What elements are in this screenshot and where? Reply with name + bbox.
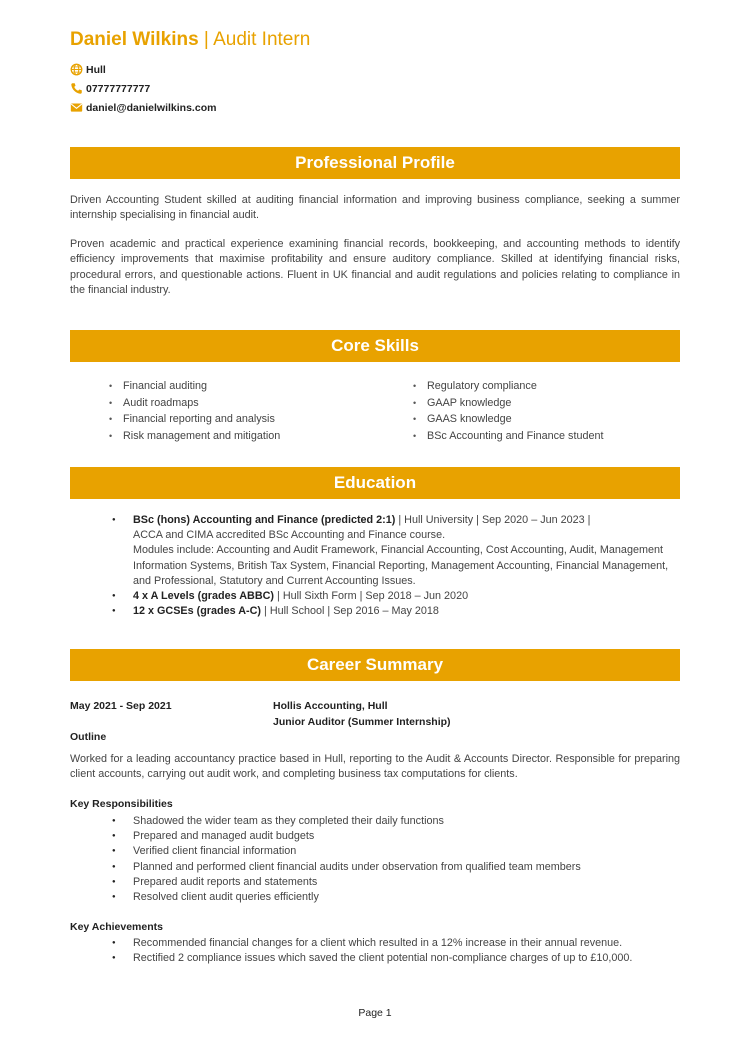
- name-title-line: [70, 29, 310, 51]
- page-number: Page 1: [358, 1007, 392, 1019]
- education-list: [112, 513, 672, 619]
- section-heading-skills: Core Skills: [70, 330, 680, 362]
- list-item: • Regulatory compliance: [413, 378, 603, 395]
- achievements-list: [112, 936, 692, 966]
- outline-label: Outline: [70, 731, 107, 743]
- degree-title: BSc (hons) Accounting and Finance (predicted 2:1): [133, 514, 396, 526]
- email-link[interactable]: daniel@danielwilkins.com: [86, 101, 217, 114]
- phone-text: 07777777777: [86, 82, 151, 95]
- section-heading-education: Education: [70, 467, 680, 499]
- degree-details: | Hull University | Sep 2020 – Jun 2023 |: [395, 514, 591, 526]
- job-dates: May 2021 - Sep 2021: [70, 700, 172, 712]
- list-item: • GAAS knowledge: [413, 411, 603, 428]
- job-title: Audit Intern: [213, 29, 311, 50]
- globe-icon: [70, 63, 83, 76]
- degree-accreditation: ACCA and CIMA accredited BSc Accounting and Finance course.: [133, 529, 446, 542]
- location-text: Hull: [86, 63, 106, 76]
- responsibilities-list: [112, 814, 692, 905]
- list-item: ● Verified client financial information: [112, 844, 692, 859]
- envelope-icon: [70, 101, 83, 114]
- list-item: • BSc Accounting and Finance student: [413, 428, 603, 445]
- job-role: Junior Auditor (Summer Internship): [273, 716, 451, 728]
- profile-paragraph-1: Driven Accounting Student skilled at auditing financial information and improving business compliance, seeking a summer internship specialising in financial audit.: [70, 194, 680, 222]
- list-item: ● Prepared and managed audit budgets: [112, 829, 692, 844]
- outline-paragraph: Worked for a leading accountancy practice based in Hull, reporting to the Audit & Accounts Director. Responsible for preparing client accounts, carrying out audit work, and completing business tax computations for clients.: [70, 753, 680, 781]
- a-levels-details: | Hull Sixth Form | Sep 2018 – Jun 2020: [274, 590, 469, 603]
- list-item: ● Planned and performed client financial audits under observation from qualified team members: [112, 860, 692, 875]
- employer-name: Hollis Accounting, Hull: [273, 700, 388, 712]
- list-item: • GAAP knowledge: [413, 395, 603, 412]
- education-item: [112, 589, 672, 604]
- skills-list-right: [413, 378, 603, 444]
- section-heading-profile: Professional Profile: [70, 147, 680, 179]
- contact-location: [70, 63, 106, 76]
- a-levels-title: 4 x A Levels (grades ABBC): [133, 590, 275, 603]
- list-item: ● Shadowed the wider team as they completed their daily functions: [112, 814, 692, 829]
- list-item: • Financial auditing: [109, 378, 280, 395]
- list-item: ● Recommended financial changes for a client which resulted in a 12% increase in their annual revenue.: [112, 936, 692, 951]
- list-item: ● Prepared audit reports and statements: [112, 875, 692, 890]
- list-item: • Risk management and mitigation: [109, 428, 280, 445]
- list-item: ● Resolved client audit queries efficiently: [112, 890, 692, 905]
- section-heading-career: Career Summary: [70, 649, 680, 681]
- contact-phone: [70, 82, 150, 95]
- contact-email[interactable]: [70, 101, 216, 114]
- gcses-title: 12 x GCSEs (grades A-C): [133, 605, 262, 618]
- responsibilities-label: Key Responsibilities: [70, 798, 173, 810]
- title-separator: |: [198, 29, 214, 50]
- list-item: ● Rectified 2 compliance issues which saved the client potential non-compliance charges of up to £10,000.: [112, 951, 692, 966]
- degree-modules: Modules include: Accounting and Audit Framework, Financial Accounting, Cost Accounting, Audit, Management Information Systems, British Tax System, Financial Reporting, Management Accounting, Financial Management, and Professional, Statutory and Current Accounting Issues.: [133, 544, 669, 587]
- gcses-details: | Hull School | Sep 2016 – May 2018: [261, 605, 439, 618]
- skills-list-left: [109, 378, 280, 444]
- list-item: • Financial reporting and analysis: [109, 411, 280, 428]
- profile-paragraph-2: Proven academic and practical experience examining financial records, bookkeeping, and accounting methods to identify efficiency improvements that maximise profitability and ensure auditory compliance. Skilled at identifying financial risks, procedural errors, and questionable actions. Fluent in UK financial and audit regulations and policies relating to compliance in the financial industry.: [70, 238, 680, 296]
- candidate-name: Daniel Wilkins: [70, 29, 199, 50]
- education-item: [112, 604, 672, 619]
- phone-icon: [70, 82, 83, 95]
- achievements-label: Key Achievements: [70, 921, 163, 933]
- list-item: • Audit roadmaps: [109, 395, 280, 412]
- education-item: [112, 513, 672, 589]
